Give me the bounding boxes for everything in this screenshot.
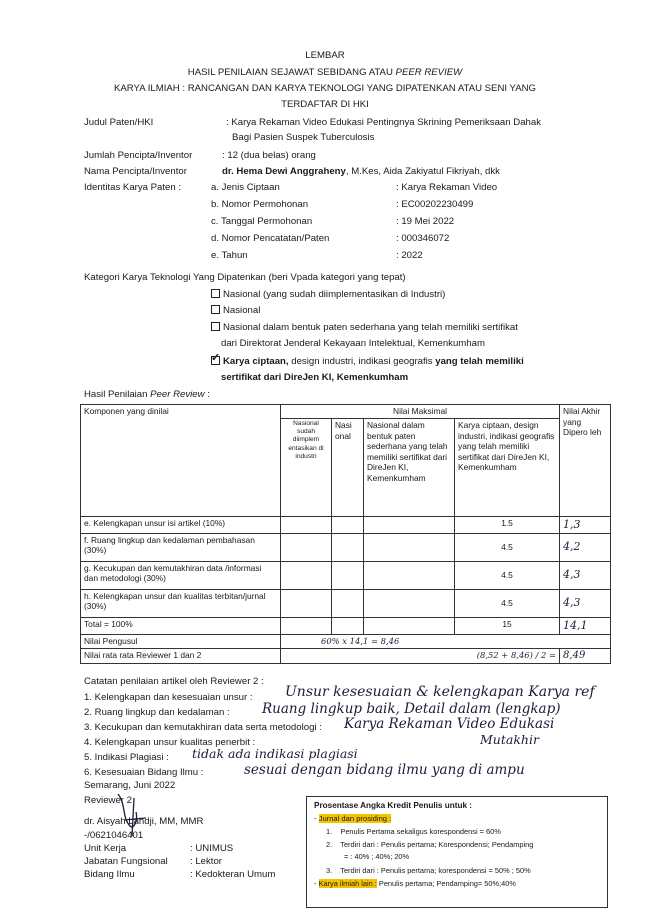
catatan-item-handwriting: Karya Rekaman Video Edukasi bbox=[344, 716, 555, 732]
catatan-item-label: 1. Kelengkapan dan kesesuaian unsur : bbox=[84, 692, 253, 703]
catatan-item-label: 6. Kesesuaian Bidang Ilmu : bbox=[84, 767, 204, 778]
kategori-option: Nasional bbox=[211, 305, 260, 316]
bidang-label: Bidang Ilmu bbox=[84, 869, 135, 880]
identitas-item-value: : 000346072 bbox=[396, 233, 450, 244]
table-row-rata: Nilai rata rata Reviewer 1 dan 2 (8,52 + 8,46) / 2 = 8,49 bbox=[81, 648, 611, 664]
kategori-title: Kategori Karya Teknologi Yang Dipatenkan (beri Vpada kategori yang tepat) bbox=[84, 272, 406, 283]
checkbox-icon[interactable] bbox=[211, 322, 220, 331]
checkbox-icon[interactable] bbox=[211, 289, 220, 298]
reviewer-label: Reviewer 2 bbox=[84, 795, 132, 806]
checkbox-icon[interactable] bbox=[211, 305, 220, 314]
penilaian-table bbox=[80, 404, 611, 664]
catatan-item-handwriting: tidak ada indikasi plagiasi bbox=[192, 746, 358, 761]
kategori-option-cont: dari Direktorat Jenderal Kekayaan Intelektual, Kemenkumham bbox=[221, 338, 485, 349]
catatan-item-handwriting: Mutakhir bbox=[480, 732, 539, 747]
table-row: g. Kecukupan dan kemutakhiran data /informasi dan metodologi (30%) 4.5 4,3 bbox=[81, 561, 611, 589]
table-row-pengusul: Nilai Pengusul 60% x 14,1 = 8,46 bbox=[81, 634, 611, 648]
prosentase-item-cont: = : 40% ; 40%; 20% bbox=[344, 852, 410, 861]
identitas-item-label: e. Tahun bbox=[211, 250, 248, 261]
identitas-item-label: c. Tanggal Permohonan bbox=[211, 216, 313, 227]
prosentase-item: 1. Penulis Pertama sekaligus korespondensi = 60% bbox=[326, 827, 501, 836]
place-date: Semarang, Juni 2022 bbox=[84, 780, 176, 791]
bidang-value: : Kedokteran Umum bbox=[190, 869, 276, 880]
jumlah-value: : 12 (dua belas) orang bbox=[222, 150, 316, 161]
jabatan-label: Jabatan Fungsional bbox=[84, 856, 168, 867]
table-row: f. Ruang lingkup dan kedalaman pembahasan (30%) 4.5 4,2 bbox=[81, 533, 611, 561]
reviewer-name: dr. Aisyah Lahdji, MM, MMR bbox=[84, 816, 204, 827]
catatan-item-handwriting: Ruang lingkup baik, Detail dalam (lengkap) bbox=[262, 701, 561, 717]
hasil-title: Hasil Penilaian Peer Review : bbox=[84, 389, 210, 400]
header-col-paten-sederhana: Nasional dalam bentuk paten sederhana yang telah memiliki sertifikat dari DireJen KI, Kemenkumham bbox=[364, 419, 455, 517]
doc-subtitle: HASIL PENILAIAN SEJAWAT SEBIDANG ATAU PEER REVIEW bbox=[187, 67, 463, 78]
identitas-item-value: : 2022 bbox=[396, 250, 423, 261]
catatan-item-label: 4. Kelengkapan unsur kualitas penerbit : bbox=[84, 737, 256, 748]
kategori-option: Nasional (yang sudah diimplementasikan di Industri) bbox=[211, 289, 445, 300]
header-col-karya-ciptaan: Karya ciptaan, design industri, indikasi geografis yang telah memiliki sertifikat dari DireJen KI, Kemenkumham bbox=[455, 419, 560, 517]
catatan-title: Catatan penilaian artikel oleh Reviewer 2 : bbox=[84, 676, 264, 687]
kategori-option-cont: sertifikat dari DireJen KI, Kemenkumham bbox=[221, 372, 409, 383]
unit-label: Unit Kerja bbox=[84, 843, 127, 854]
prosentase-title: Prosentase Angka Kredit Penulis untuk : bbox=[314, 801, 473, 810]
prosentase-karya: - Karya ilmiah lain : Penulis pertama; Pendamping= 50%;40% bbox=[314, 879, 516, 888]
doc-title: LEMBAR bbox=[305, 50, 345, 61]
judul-label: Judul Paten/HKI bbox=[84, 117, 154, 128]
header-col-nasional-industri: Nasional sudah diimplem entasikan di industri bbox=[281, 419, 332, 517]
prosentase-jurnal: - Jurnal dan prosiding : bbox=[314, 814, 392, 823]
identitas-item-value: : EC00202230499 bbox=[396, 199, 474, 210]
header-nilai-akhir: Nilai Akhir yang Dipero leh bbox=[560, 405, 611, 517]
kategori-option-selected: ✓Karya ciptaan, design industri, indikasi geografis yang telah memiliki bbox=[211, 356, 524, 367]
jabatan-value: : Lektor bbox=[190, 856, 222, 867]
identitas-item-value: : 19 Mei 2022 bbox=[396, 216, 455, 227]
prosentase-item: 3. Terdiri dari : Penulis pertama; korespondensi = 50% ; 50% bbox=[326, 866, 531, 875]
identitas-item-label: b. Nomor Permohonan bbox=[211, 199, 309, 210]
judul-value-2: Bagi Pasien Suspek Tuberculosis bbox=[232, 132, 375, 143]
catatan-item-label: 5. Indikasi Plagiasi : bbox=[84, 752, 169, 763]
catatan-item-label: 3. Kecukupan dan kemutakhiran data serta metodologi : bbox=[84, 722, 322, 733]
identitas-item-label: a. Jenis Ciptaan bbox=[211, 182, 280, 193]
nama-value: dr. Hema Dewi Anggraheny, M.Kes, Aida Zakiyatul Fikriyah, dkk bbox=[222, 166, 500, 177]
doc-subtitle-2: KARYA ILMIAH : RANCANGAN DAN KARYA TEKNOLOGI YANG DIPATENKAN ATAU SENI YANG bbox=[113, 83, 537, 94]
identitas-item-value: : Karya Rekaman Video bbox=[396, 182, 498, 193]
judul-value: : Karya Rekaman Video Edukasi Pentingnya Skrining Pemeriksaan Dahak bbox=[226, 117, 541, 128]
doc-subtitle-3: TERDAFTAR DI HKI bbox=[281, 99, 369, 110]
header-col-nasional: Nasi onal bbox=[332, 419, 364, 517]
catatan-item-handwriting: Unsur kesesuaian & kelengkapan Karya ref bbox=[285, 684, 595, 700]
checkbox-checked-icon[interactable] bbox=[211, 356, 220, 365]
reviewer-nidn: -/0621046401 bbox=[84, 830, 144, 841]
identitas-item-label: d. Nomor Pencatatan/Paten bbox=[211, 233, 330, 244]
header-komponen: Komponen yang dinilai bbox=[81, 405, 281, 517]
unit-value: : UNIMUS bbox=[190, 843, 234, 854]
nama-label: Nama Pencipta/Inventor bbox=[84, 166, 187, 177]
jumlah-label: Jumlah Pencipta/Inventor bbox=[84, 150, 193, 161]
table-row: e. Kelengkapan unsur isi artikel (10%) 1.5 1,3 bbox=[81, 517, 611, 534]
header-nilai-maksimal: Nilai Maksimal bbox=[281, 405, 560, 419]
prosentase-item: 2. Terdiri dari : Penulis pertama; Korespondensi; Pendamping bbox=[326, 840, 534, 849]
table-row: h. Kelengkapan unsur dan kualitas terbitan/jurnal (30%) 4.5 4,3 bbox=[81, 589, 611, 617]
catatan-item-label: 2. Ruang lingkup dan kedalaman : bbox=[84, 707, 230, 718]
table-row-total: Total = 100% 15 14,1 bbox=[81, 617, 611, 634]
identitas-label: Identitas Karya Paten : bbox=[84, 182, 182, 193]
kategori-option: Nasional dalam bentuk paten sederhana yang telah memiliki sertifikat bbox=[211, 322, 518, 333]
catatan-item-handwriting: sesuai dengan bidang ilmu yang di ampu bbox=[244, 762, 525, 778]
